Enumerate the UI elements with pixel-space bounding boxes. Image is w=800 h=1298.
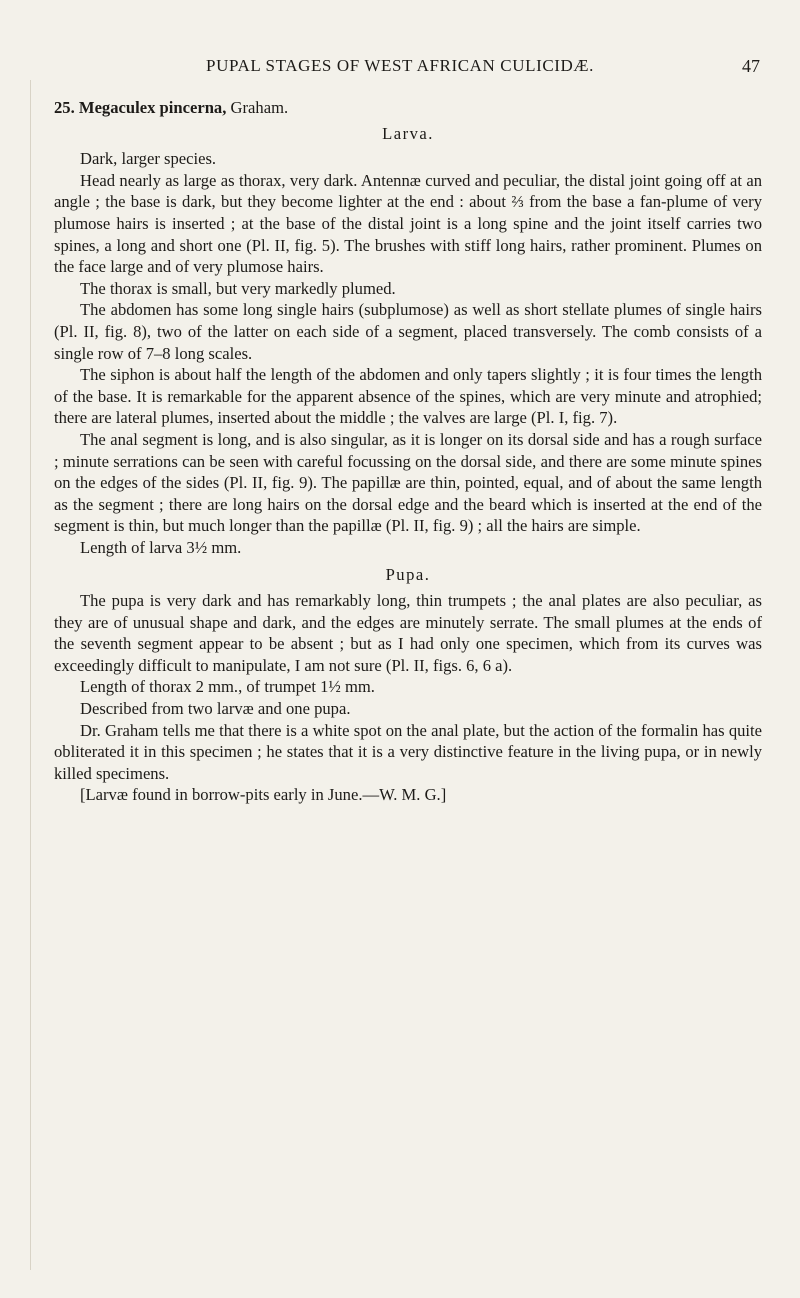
species-number: 25.	[54, 98, 75, 117]
running-head	[40, 56, 760, 78]
pupa-description-source: Described from two larvæ and one pupa.	[80, 699, 351, 719]
pupa-paragraph: The pupa is very dark and has remarkably long, thin trumpets ; the anal plates are also peculiar, as they are of unusual shape and dark, and the edges are minutely serrate. The small plumes at the ends of the seventh segment appear to be absent ; but as I had only one specimen, which from its curves was exceedingly difficult to manipulate, I am not sure (Pl. II, figs. 6, 6 a).	[54, 591, 762, 675]
pupa-heading: Pupa.	[385, 565, 431, 585]
larva-paragraph: The thorax is small, but very markedly plumed.	[80, 278, 396, 298]
page-edge-shadow	[30, 80, 31, 1270]
page-body	[54, 97, 762, 806]
larva-paragraph: The anal segment is long, and is also singular, as it is longer on its dorsal side and has a rough surface ; minute serrations can be seen with careful focussing on the dorsal side, and there are some minute spines on the edges of the sides (Pl. II, fig. 9). The papillæ are thin, pointed, equal, and of about the same length as the segment ; there are long hairs on the dorsal edge and the beard which is inserted at the end of the segment is thin, but much longer than the papillæ (Pl. II, fig. 9) ; all the hairs are simple.	[54, 429, 762, 536]
running-title: PUPAL STAGES OF WEST AFRICAN CULICIDÆ.	[206, 56, 594, 75]
larva-paragraph: Dark, larger species.	[80, 149, 217, 169]
species-author: Graham.	[226, 98, 289, 117]
page-number: 47	[742, 56, 760, 76]
larva-paragraph: Head nearly as large as thorax, very dark. Antennæ curved and peculiar, the distal joint going off at an angle ; the base is dark, but they become lighter at the end : about ⅔ from the base a fan-plume of very plumose hairs is inserted ; at the base of the distal joint is a long spine and the joint itself carries two spines, a long and short one (Pl. II, fig. 5). The brushes with stiff long hairs, rather prominent. Plumes on the face large and of very plumose hairs.	[54, 170, 762, 277]
species-name: Megaculex pincerna,	[78, 98, 227, 117]
collector-note: [Larvæ found in borrow-pits early in June.—W. M. G.]	[80, 785, 447, 805]
species-heading	[54, 97, 762, 119]
larva-heading: Larva.	[382, 123, 434, 143]
larva-length: Length of larva 3½ mm.	[80, 537, 242, 557]
larva-paragraph: The siphon is about half the length of the abdomen and only tapers slightly ; it is four times the length of the base. It is remarkable for the apparent absence of the spines, which are very minute and atrophied; there are lateral plumes, inserted about the middle ; the valves are large (Pl. I, fig. 7).	[54, 365, 762, 428]
larva-paragraph: The abdomen has some long single hairs (subplumose) as well as short stellate plumes of single hairs (Pl. II, fig. 8), two of the latter on each side of a segment, placed transversely. The comb consists of a single row of 7–8 long scales.	[54, 300, 762, 363]
pupa-paragraph: Dr. Graham tells me that there is a white spot on the anal plate, but the action of the formalin has quite obliterated it in this specimen ; he states that it is a very distinctive feature in the living pupa, or in newly killed specimens.	[54, 720, 762, 783]
pupa-length: Length of thorax 2 mm., of trumpet 1½ mm.	[80, 677, 375, 697]
